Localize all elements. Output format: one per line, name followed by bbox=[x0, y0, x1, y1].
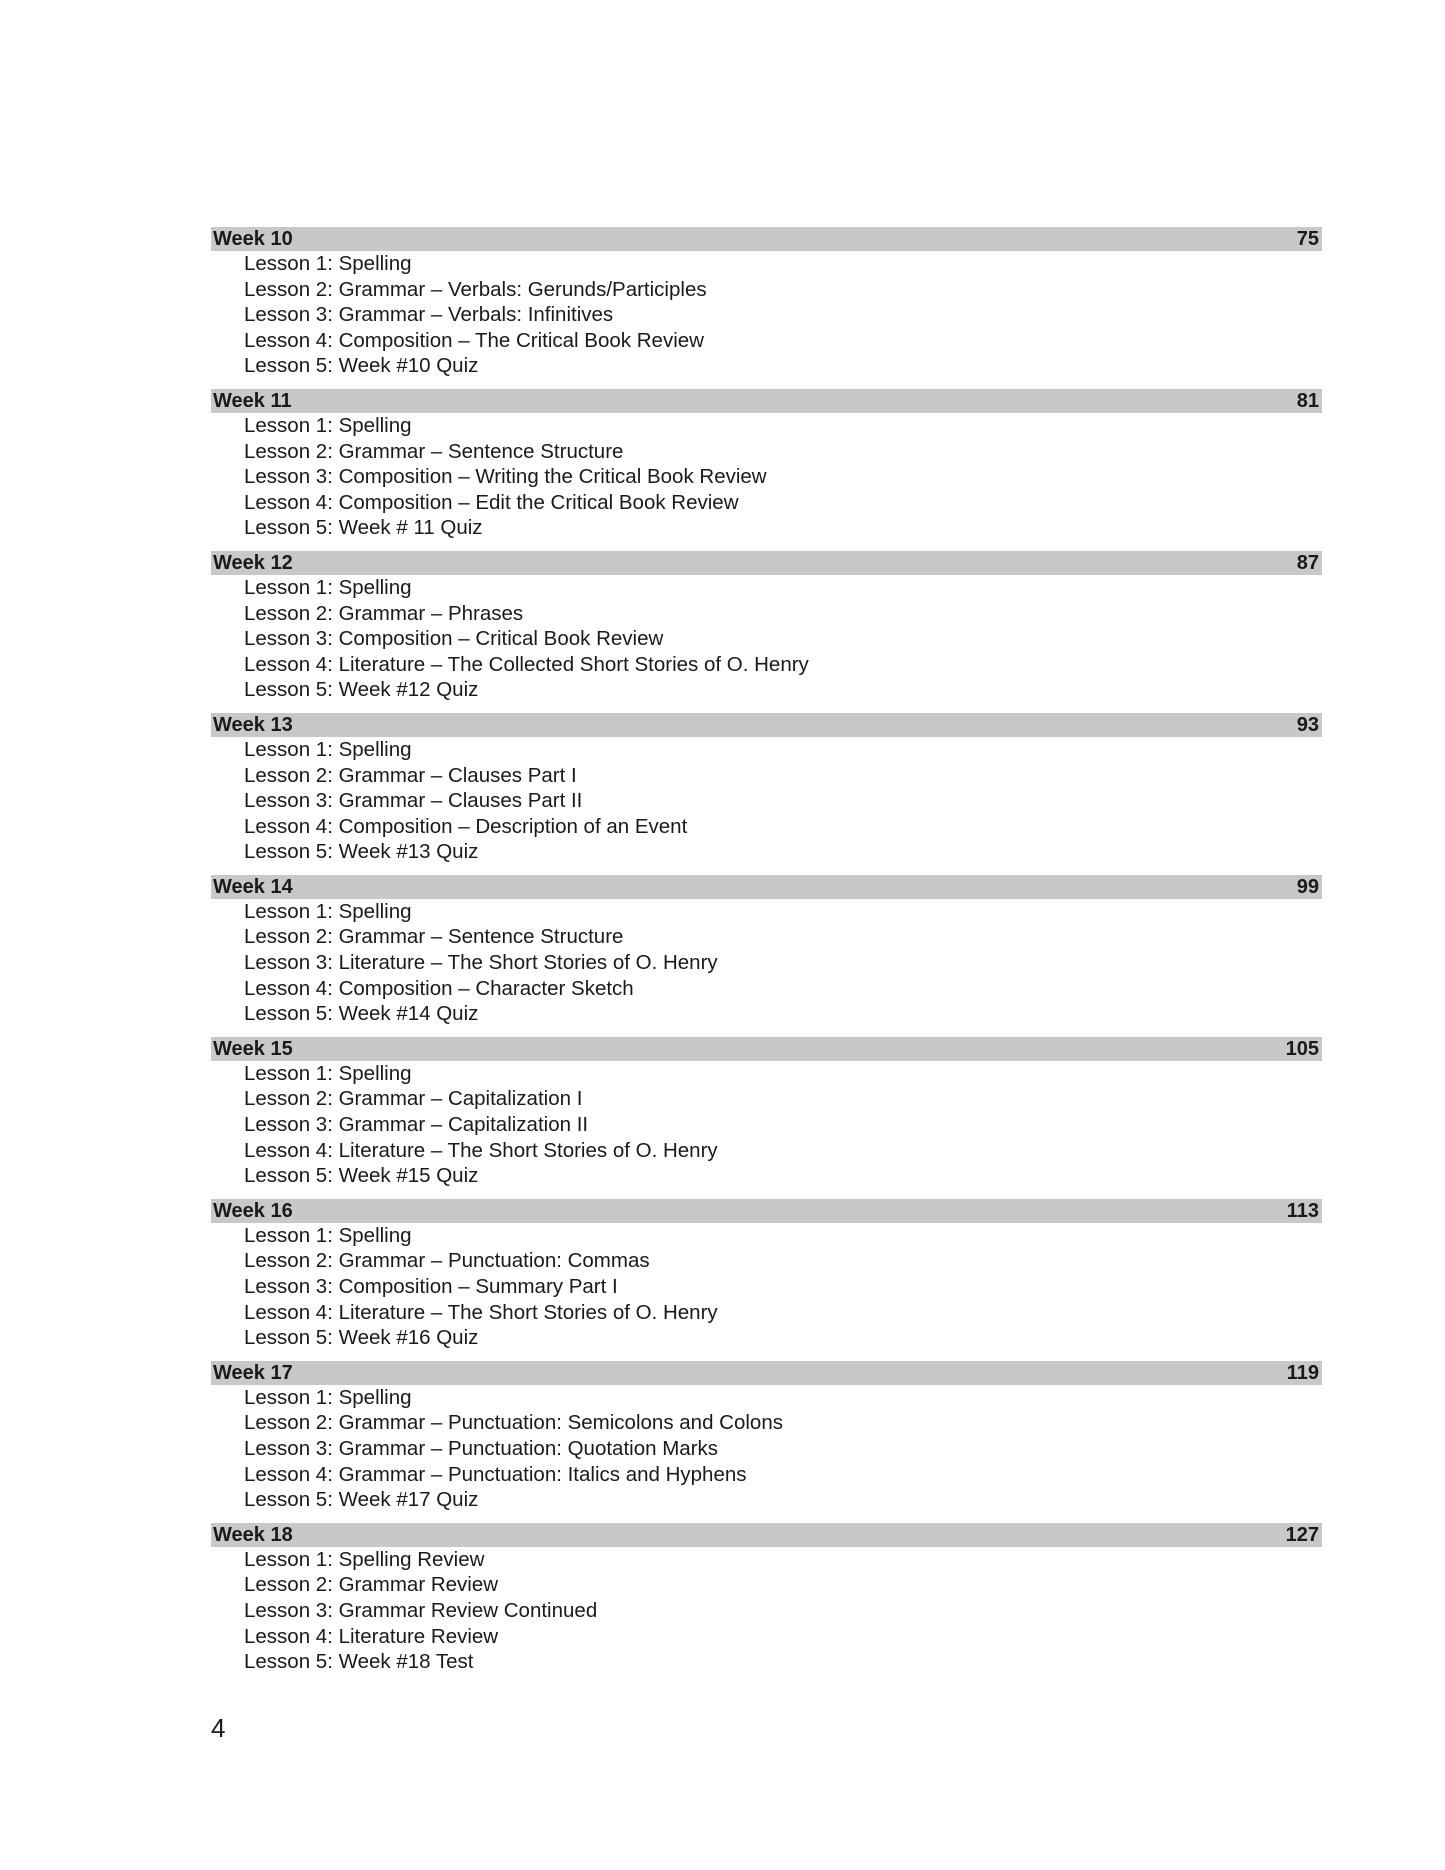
week-header bbox=[211, 1361, 1322, 1385]
lesson-list bbox=[211, 1223, 1322, 1351]
lesson-item: Lesson 2: Grammar – Sentence Structure bbox=[244, 439, 624, 463]
lesson-item: Lesson 5: Week #16 Quiz bbox=[244, 1326, 479, 1350]
week-title: Week 15 bbox=[213, 1037, 293, 1060]
lesson-list bbox=[211, 1385, 1322, 1513]
lesson-item: Lesson 3: Grammar – Verbals: Infinitives bbox=[244, 303, 614, 327]
week-page-number: 119 bbox=[1286, 1361, 1319, 1384]
week-section bbox=[211, 1523, 1322, 1675]
week-section bbox=[211, 1199, 1322, 1351]
lesson-item: Lesson 2: Grammar – Punctuation: Semicolons and Colons bbox=[244, 1411, 783, 1435]
week-page-number: 105 bbox=[1285, 1037, 1319, 1060]
lesson-item: Lesson 5: Week #18 Test bbox=[244, 1650, 474, 1674]
week-header bbox=[211, 1199, 1322, 1223]
week-section bbox=[211, 389, 1322, 541]
week-page-number: 75 bbox=[1296, 228, 1319, 250]
lesson-item: Lesson 3: Composition – Writing the Critical Book Review bbox=[244, 465, 767, 489]
lesson-list bbox=[211, 575, 1322, 703]
week-page-number: 81 bbox=[1296, 389, 1319, 412]
lesson-list bbox=[211, 1547, 1322, 1675]
week-title: Week 16 bbox=[213, 1199, 293, 1222]
lesson-item: Lesson 3: Composition – Summary Part I bbox=[244, 1275, 618, 1298]
lesson-item: Lesson 4: Literature – The Short Stories of O. Henry bbox=[244, 1300, 718, 1324]
week-page-number: 113 bbox=[1286, 1199, 1319, 1222]
week-header bbox=[211, 227, 1322, 251]
week-page-number: 93 bbox=[1296, 713, 1319, 736]
lesson-item: Lesson 3: Grammar – Punctuation: Quotation Marks bbox=[244, 1436, 719, 1460]
week-page-number: 99 bbox=[1296, 875, 1319, 898]
lesson-item: Lesson 1: Spelling bbox=[244, 413, 412, 437]
lesson-item: Lesson 4: Literature Review bbox=[244, 1624, 499, 1648]
week-title: Week 12 bbox=[213, 551, 293, 574]
lesson-item: Lesson 2: Grammar – Phrases bbox=[244, 601, 524, 625]
lesson-item: Lesson 5: Week #10 Quiz bbox=[244, 354, 479, 378]
week-page-number: 127 bbox=[1285, 1523, 1319, 1546]
page-number: 4 bbox=[211, 1713, 226, 1743]
lesson-item: Lesson 4: Grammar – Punctuation: Italics and Hyphens bbox=[244, 1462, 747, 1486]
lesson-item: Lesson 4: Composition – Edit the Critical Book Review bbox=[244, 490, 739, 514]
lesson-list bbox=[211, 413, 1322, 541]
lesson-item: Lesson 5: Week #14 Quiz bbox=[244, 1002, 479, 1026]
week-section bbox=[211, 551, 1322, 703]
lesson-item: Lesson 1: Spelling bbox=[244, 575, 412, 599]
lesson-item: Lesson 1: Spelling bbox=[244, 1385, 412, 1409]
week-header bbox=[211, 1037, 1322, 1061]
week-section bbox=[211, 875, 1322, 1027]
lesson-item: Lesson 3: Grammar – Capitalization II bbox=[244, 1113, 589, 1137]
lesson-item: Lesson 2: Grammar – Capitalization I bbox=[244, 1087, 583, 1111]
week-section bbox=[211, 227, 1322, 379]
lesson-item: Lesson 5: Week #13 Quiz bbox=[244, 840, 479, 864]
lesson-item: Lesson 2: Grammar – Sentence Structure bbox=[244, 925, 624, 949]
lesson-item: Lesson 4: Composition – The Critical Book Review bbox=[244, 328, 704, 352]
week-title: Week 13 bbox=[213, 713, 293, 736]
week-title: Week 14 bbox=[213, 875, 293, 898]
lesson-item: Lesson 4: Composition – Description of an Event bbox=[244, 814, 688, 838]
lesson-list bbox=[211, 899, 1322, 1027]
week-title: Week 10 bbox=[213, 228, 293, 250]
lesson-item: Lesson 2: Grammar Review bbox=[244, 1573, 499, 1597]
lesson-item: Lesson 4: Composition – Character Sketch bbox=[244, 976, 634, 1000]
lesson-item: Lesson 1: Spelling bbox=[244, 1223, 412, 1247]
lesson-item: Lesson 4: Literature – The Short Stories of O. Henry bbox=[244, 1138, 718, 1162]
lesson-item: Lesson 1: Spelling Review bbox=[244, 1547, 485, 1571]
week-section bbox=[211, 1361, 1322, 1513]
week-header bbox=[211, 713, 1322, 737]
lesson-item: Lesson 5: Week #17 Quiz bbox=[244, 1488, 479, 1512]
lesson-list bbox=[211, 737, 1322, 865]
week-title: Week 17 bbox=[213, 1361, 293, 1384]
week-header bbox=[211, 389, 1322, 413]
week-title: Week 18 bbox=[213, 1523, 293, 1546]
week-header bbox=[211, 875, 1322, 899]
lesson-item: Lesson 1: Spelling bbox=[244, 737, 412, 761]
lesson-item: Lesson 5: Week #12 Quiz bbox=[244, 678, 479, 702]
week-section bbox=[211, 1037, 1322, 1189]
lesson-item: Lesson 3: Literature – The Short Stories of O. Henry bbox=[244, 951, 718, 975]
lesson-item: Lesson 2: Grammar – Clauses Part I bbox=[244, 763, 577, 787]
week-title: Week 11 bbox=[213, 389, 292, 412]
lesson-item: Lesson 2: Grammar – Punctuation: Commas bbox=[244, 1249, 650, 1273]
lesson-item: Lesson 5: Week #15 Quiz bbox=[244, 1164, 479, 1188]
lesson-item: Lesson 3: Grammar Review Continued bbox=[244, 1598, 598, 1622]
lesson-item: Lesson 5: Week # 11 Quiz bbox=[244, 516, 483, 540]
week-header bbox=[211, 1523, 1322, 1547]
week-page-number: 87 bbox=[1296, 551, 1319, 574]
lesson-list bbox=[211, 251, 1322, 379]
lesson-item: Lesson 2: Grammar – Verbals: Gerunds/Participles bbox=[244, 277, 707, 301]
lesson-item: Lesson 3: Composition – Critical Book Review bbox=[244, 627, 664, 651]
lesson-item: Lesson 1: Spelling bbox=[244, 1061, 412, 1085]
lesson-list bbox=[211, 1061, 1322, 1189]
week-header bbox=[211, 551, 1322, 575]
lesson-item: Lesson 4: Literature – The Collected Short Stories of O. Henry bbox=[244, 652, 809, 676]
table-of-contents bbox=[211, 227, 1322, 1685]
lesson-item: Lesson 3: Grammar – Clauses Part II bbox=[244, 789, 583, 813]
lesson-item: Lesson 1: Spelling bbox=[244, 252, 412, 275]
week-section bbox=[211, 713, 1322, 865]
lesson-item: Lesson 1: Spelling bbox=[244, 899, 412, 923]
